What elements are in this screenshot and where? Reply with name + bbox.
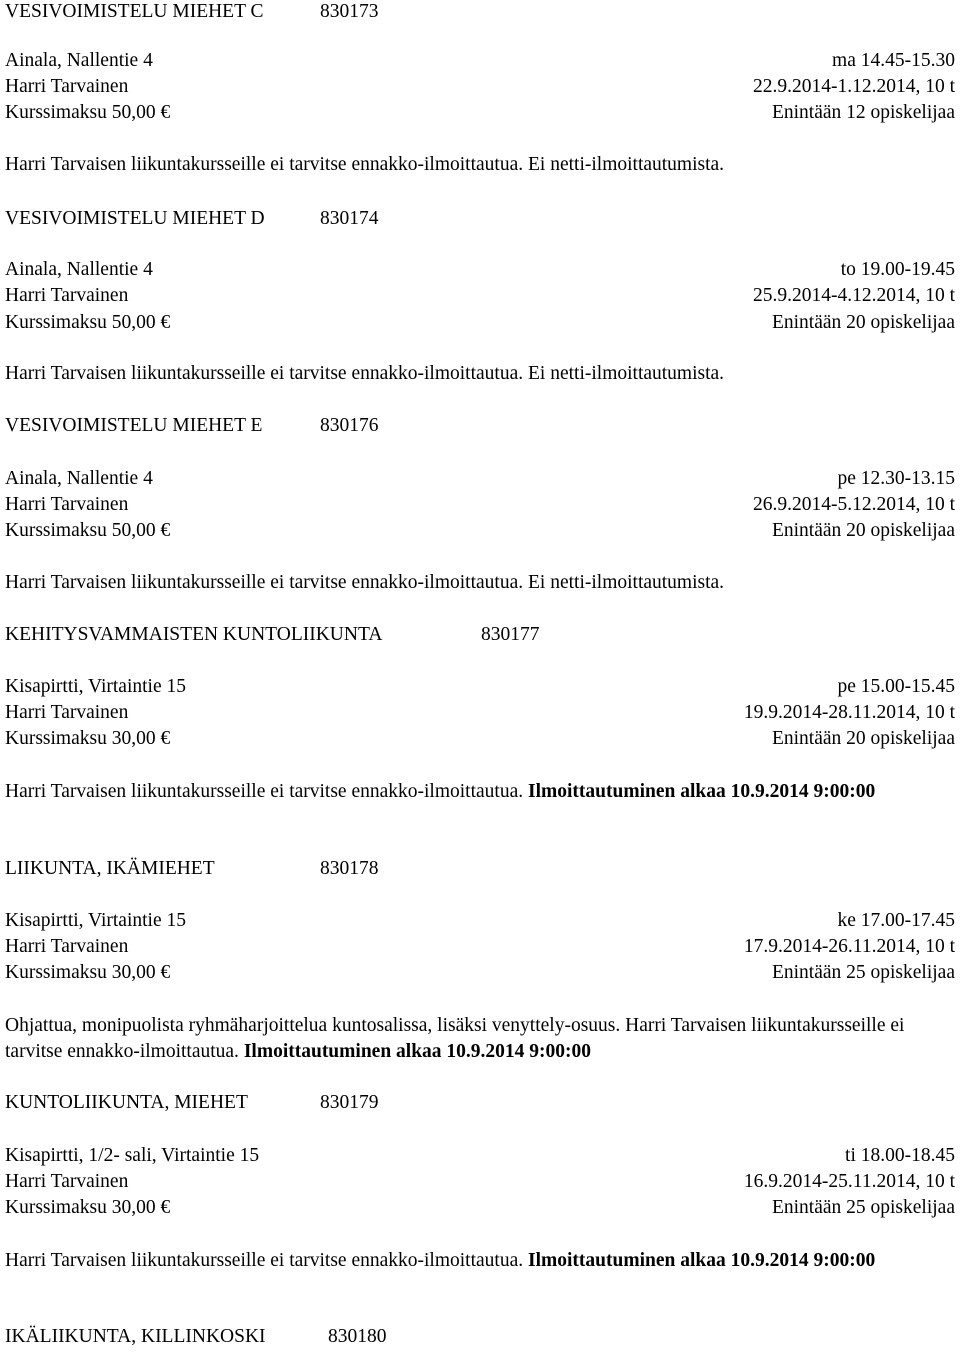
course-title: KEHITYSVAMMAISTEN KUNTOLIIKUNTA	[5, 624, 383, 645]
course-note	[5, 1248, 950, 1274]
course-note	[5, 570, 950, 596]
course-note	[5, 779, 950, 805]
course-teacher: Harri Tarvainen	[5, 1171, 129, 1192]
registration-start: Ilmoittautuminen alkaa 10.9.2014 9:00:00	[243, 1041, 592, 1062]
course-teacher: Harri Tarvainen	[5, 285, 129, 306]
course-place: Kisapirtti, 1/2- sali, Virtaintie 15	[5, 1145, 260, 1166]
course-code: 830179	[320, 1092, 379, 1113]
registration-start: Ilmoittautuminen alkaa 10.9.2014 9:00:00	[528, 781, 876, 802]
course-teacher: Harri Tarvainen	[5, 702, 129, 723]
course-fee: Kurssimaksu 30,00 €	[5, 728, 171, 749]
course-code: 830176	[320, 415, 379, 436]
course-place: Ainala, Nallentie 4	[5, 50, 153, 71]
course-code: 830174	[320, 208, 379, 229]
course-fee: Kurssimaksu 30,00 €	[5, 962, 171, 983]
registration-start: Ilmoittautuminen alkaa 10.9.2014 9:00:00	[528, 1250, 876, 1271]
course-time: to 19.00-19.45	[840, 259, 955, 280]
course-title: VESIVOIMISTELU MIEHET E	[5, 415, 263, 436]
course-dates: 22.9.2014-1.12.2014, 10 t	[752, 76, 955, 97]
course-title: VESIVOIMISTELU MIEHET C	[5, 1, 264, 22]
course-capacity: Enintään 20 opiskelijaa	[771, 520, 955, 541]
course-place: Ainala, Nallentie 4	[5, 259, 153, 280]
course-note-text: Harri Tarvaisen liikuntakursseille ei tarvitse ennakko-ilmoittautua.	[5, 781, 524, 802]
course-title: KUNTOLIIKUNTA, MIEHET	[5, 1092, 248, 1113]
course-capacity: Enintään 25 opiskelijaa	[771, 962, 955, 983]
course-note	[5, 361, 950, 387]
course-time: ti 18.00-18.45	[845, 1145, 955, 1166]
course-time: pe 12.30-13.15	[837, 468, 955, 489]
course-code: 830178	[320, 858, 379, 879]
course-code: 830180	[328, 1326, 387, 1347]
course-capacity: Enintään 20 opiskelijaa	[771, 312, 955, 333]
course-title: VESIVOIMISTELU MIEHET D	[5, 208, 265, 229]
course-teacher: Harri Tarvainen	[5, 494, 129, 515]
course-fee: Kurssimaksu 50,00 €	[5, 520, 171, 541]
course-dates: 25.9.2014-4.12.2014, 10 t	[752, 285, 955, 306]
course-time: ma 14.45-15.30	[832, 50, 955, 71]
course-code: 830177	[481, 624, 540, 645]
course-place: Ainala, Nallentie 4	[5, 468, 153, 489]
course-fee: Kurssimaksu 50,00 €	[5, 312, 171, 333]
course-teacher: Harri Tarvainen	[5, 936, 129, 957]
course-note-text: Harri Tarvaisen liikuntakursseille ei tarvitse ennakko-ilmoittautua.	[5, 1250, 524, 1271]
course-time: ke 17.00-17.45	[837, 910, 955, 931]
course-dates: 16.9.2014-25.11.2014, 10 t	[743, 1171, 955, 1192]
course-note	[5, 1013, 950, 1065]
course-fee: Kurssimaksu 50,00 €	[5, 102, 171, 123]
course-dates: 26.9.2014-5.12.2014, 10 t	[752, 494, 955, 515]
course-capacity: Enintään 12 opiskelijaa	[771, 102, 955, 123]
course-fee: Kurssimaksu 30,00 €	[5, 1197, 171, 1218]
course-dates: 17.9.2014-26.11.2014, 10 t	[743, 936, 955, 957]
course-note-text: Harri Tarvaisen liikuntakursseille ei tarvitse ennakko-ilmoittautua. Ei netti-ilmoittautumista.	[5, 154, 725, 175]
course-capacity: Enintään 25 opiskelijaa	[771, 1197, 955, 1218]
course-note	[5, 152, 950, 178]
course-dates: 19.9.2014-28.11.2014, 10 t	[743, 702, 955, 723]
course-teacher: Harri Tarvainen	[5, 76, 129, 97]
course-code: 830173	[320, 1, 379, 22]
course-note-text: Ohjattua, monipuolista ryhmäharjoittelua kuntosalissa, lisäksi venyttely-osuus. Harri Tarvaisen liikuntakursseille ei tarvitse ennakko-ilmoittautua.	[5, 1015, 905, 1062]
course-place: Kisapirtti, Virtaintie 15	[5, 910, 186, 931]
course-title: LIIKUNTA, IKÄMIEHET	[5, 858, 215, 879]
course-title: IKÄLIIKUNTA, KILLINKOSKI	[5, 1326, 266, 1347]
course-note-text: Harri Tarvaisen liikuntakursseille ei tarvitse ennakko-ilmoittautua. Ei netti-ilmoittautumista.	[5, 572, 725, 593]
course-capacity: Enintään 20 opiskelijaa	[771, 728, 955, 749]
course-note-text: Harri Tarvaisen liikuntakursseille ei tarvitse ennakko-ilmoittautua. Ei netti-ilmoittautumista.	[5, 363, 725, 384]
course-time: pe 15.00-15.45	[837, 676, 955, 697]
course-place: Kisapirtti, Virtaintie 15	[5, 676, 186, 697]
